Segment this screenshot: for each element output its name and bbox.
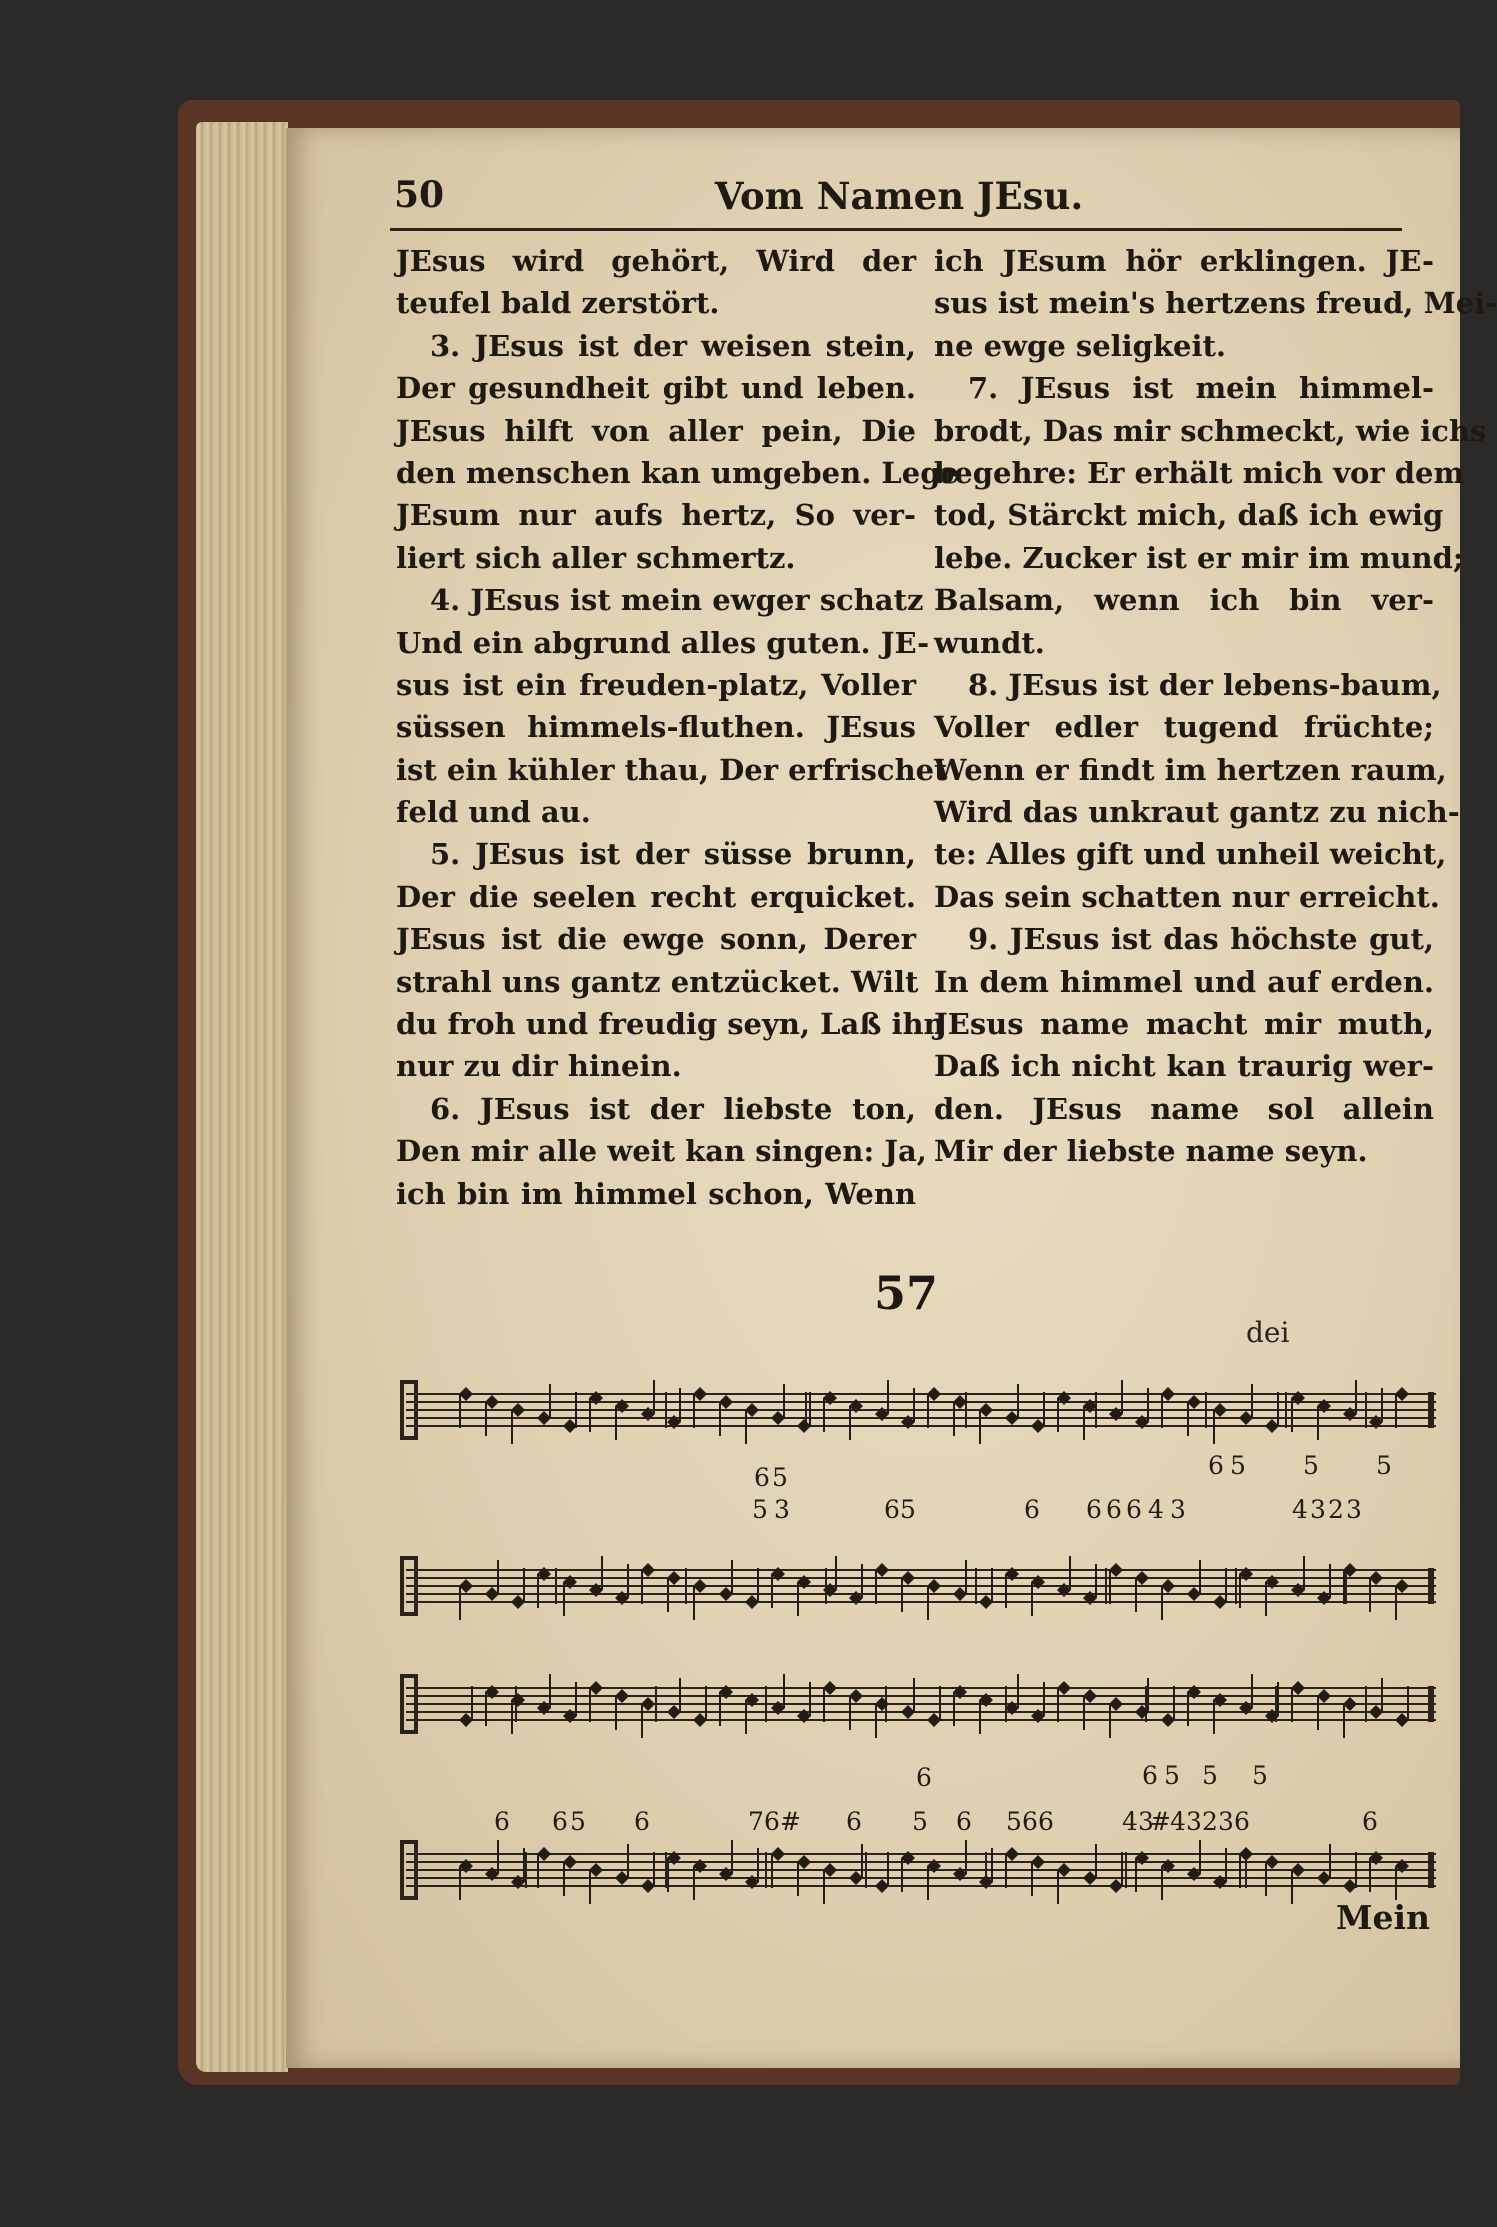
note-head (719, 1587, 733, 1601)
note-head (1135, 1571, 1149, 1585)
note-head (1395, 1579, 1409, 1593)
note-head (797, 1419, 811, 1433)
figure: 6 (1126, 1495, 1142, 1524)
note-head (1083, 1689, 1097, 1703)
note-head (901, 1705, 915, 1719)
text-line: begehre: Er erhält mich vor dem (934, 455, 1465, 490)
figure: 6 (1208, 1451, 1224, 1480)
note-head (693, 1387, 707, 1401)
note-head (537, 1847, 551, 1861)
figure: 6 (1142, 1761, 1158, 1790)
note-head (849, 1871, 863, 1885)
note-head (1317, 1871, 1331, 1885)
figure: 5 (772, 1463, 788, 1492)
text-line: 4. JEsus ist mein ewger schatz (430, 583, 924, 618)
figure: 5 (1303, 1451, 1319, 1480)
figure: 4 (1148, 1495, 1164, 1524)
figure: 5 (1230, 1451, 1246, 1480)
text-line: ist ein kühler thau, Der erfrischet (396, 752, 948, 787)
note-head (485, 1395, 499, 1409)
note-head (459, 1579, 473, 1593)
figure: 6 (552, 1807, 568, 1836)
figure: 6 (1038, 1807, 1054, 1836)
note-head (927, 1713, 941, 1727)
note-head (1109, 1563, 1123, 1577)
music-notes (459, 1380, 1409, 1904)
note-head (1291, 1863, 1305, 1877)
text-line: te: Alles gift und unheil weicht, (934, 837, 1447, 872)
text-line: süssen himmels-fluthen. JEsus (396, 710, 916, 745)
figure: 5 (900, 1495, 916, 1524)
figure: 6 (764, 1807, 780, 1836)
figure: 7 (748, 1807, 764, 1836)
figure: 3 (1186, 1807, 1202, 1836)
text-line: 6. JEsus ist der liebste ton, (430, 1091, 916, 1126)
note-head (719, 1395, 733, 1409)
figure: 2 (1328, 1495, 1344, 1524)
note-head (849, 1689, 863, 1703)
note-head (1291, 1681, 1305, 1695)
text-line: feld und au. (396, 795, 591, 830)
note-head (667, 1571, 681, 1585)
note-head (1343, 1879, 1357, 1893)
text-line: 9. JEsus ist das höchste gut, (968, 922, 1434, 957)
note-head (615, 1689, 629, 1703)
note-head (1395, 1713, 1409, 1727)
figure: 6 (494, 1807, 510, 1836)
note-head (589, 1863, 603, 1877)
text-line: ich JEsum hör erklingen. JE- (934, 244, 1434, 278)
text-line: In dem himmel und auf erden. (934, 964, 1434, 999)
text-line: sus ist ein freuden-platz, Voller (396, 667, 916, 702)
note-head (1213, 1595, 1227, 1609)
note-head (1187, 1395, 1201, 1409)
note-head (1109, 1879, 1123, 1893)
figure: 6 (1234, 1807, 1250, 1836)
figure: 5 (752, 1495, 768, 1524)
note-head (1239, 1411, 1253, 1425)
note-head (927, 1579, 941, 1593)
text-line: Das sein schatten nur erreicht. (934, 879, 1440, 914)
note-head (745, 1595, 759, 1609)
double-barline (1428, 1568, 1434, 1604)
figure: 6 (754, 1463, 770, 1492)
note-head (563, 1419, 577, 1433)
note-head (1057, 1681, 1071, 1695)
note-head (1109, 1697, 1123, 1711)
figure: 6 (1022, 1807, 1038, 1836)
text-line: Den mir alle weit kan singen: Ja, (396, 1134, 927, 1169)
note-head (589, 1681, 603, 1695)
figure: 3 (1138, 1807, 1154, 1836)
text-line: 5. JEsus ist der süsse brunn, (430, 837, 916, 872)
text-line: den menschen kan umgeben. Lege (396, 455, 959, 490)
note-head (1369, 1705, 1383, 1719)
text-line: Wenn er findt im hertzen raum, (934, 752, 1447, 787)
note-head (823, 1863, 837, 1877)
text-line: Mir der liebste name seyn. (934, 1134, 1368, 1169)
text-line: ne ewge seligkeit. (934, 328, 1227, 363)
note-head (1005, 1847, 1019, 1861)
hymn-number: 57 (874, 1266, 939, 1320)
figure: 6 (1362, 1807, 1378, 1836)
note-head (1317, 1689, 1331, 1703)
figure: 6 (1086, 1495, 1102, 1524)
figure: 3 (774, 1495, 790, 1524)
note-head (615, 1871, 629, 1885)
running-head: Vom Namen JEsu. (714, 174, 1084, 218)
note-head (511, 1403, 525, 1417)
figure: 3 (1346, 1495, 1362, 1524)
note-head (771, 1411, 785, 1425)
figure: 6 (884, 1495, 900, 1524)
note-head (979, 1403, 993, 1417)
figure: 3 (1170, 1495, 1186, 1524)
figure: 4 (1122, 1807, 1138, 1836)
note-head (641, 1879, 655, 1893)
page-number: 50 (394, 174, 445, 216)
catch-word: Mein (1336, 1898, 1431, 1937)
note-head (1161, 1713, 1175, 1727)
text-line: JEsum nur aufs hertz, So ver- (396, 498, 916, 533)
note-head (693, 1713, 707, 1727)
text-line: teufel bald zerstört. (396, 286, 720, 321)
figure: 3 (1218, 1807, 1234, 1836)
note-head (485, 1587, 499, 1601)
text-line: tod, Stärckt mich, daß ich ewig (934, 498, 1444, 533)
note-head (1161, 1579, 1175, 1593)
note-head (927, 1387, 941, 1401)
text-line: Balsam, wenn ich bin ver- (934, 583, 1434, 618)
note-head (667, 1705, 681, 1719)
figure: 4 (1292, 1495, 1308, 1524)
figure: 6 (916, 1763, 932, 1792)
figure: 2 (1202, 1807, 1218, 1836)
figure: 6 (846, 1807, 862, 1836)
note-head (1343, 1697, 1357, 1711)
figure: 5 (1202, 1761, 1218, 1790)
lyric-fragment: dei (1246, 1316, 1290, 1349)
note-head (1083, 1871, 1097, 1885)
note-head (1187, 1587, 1201, 1601)
note-head (901, 1571, 915, 1585)
text-line: lebe. Zucker ist er mir im mund; (934, 540, 1464, 575)
note-head (459, 1713, 473, 1727)
note-head (1031, 1419, 1045, 1433)
note-head (459, 1387, 473, 1401)
note-head (1057, 1863, 1071, 1877)
note-head (875, 1563, 889, 1577)
note-head (875, 1879, 889, 1893)
note-head (1161, 1387, 1175, 1401)
note-head (1265, 1855, 1279, 1869)
note-head (1213, 1403, 1227, 1417)
note-head (563, 1855, 577, 1869)
note-head (953, 1395, 967, 1409)
text-line: den. JEsus name sol allein (934, 1091, 1434, 1126)
text-line: ich bin im himmel schon, Wenn (396, 1176, 916, 1211)
page-edges (196, 122, 288, 2072)
figure: # (1150, 1807, 1171, 1836)
figure: 6 (634, 1807, 650, 1836)
figure: 5 (1376, 1451, 1392, 1480)
note-head (771, 1847, 785, 1861)
note-head (1369, 1571, 1383, 1585)
note-head (537, 1411, 551, 1425)
double-barline (1428, 1852, 1434, 1888)
note-head (693, 1579, 707, 1593)
text-line: JEsus wird gehört, Wird der (396, 244, 916, 278)
figure: 3 (1310, 1495, 1326, 1524)
text-line: Voller edler tugend früchte; (934, 710, 1434, 745)
note-head (641, 1697, 655, 1711)
music-notation (286, 128, 1497, 2068)
text-line: strahl uns gantz entzücket. Wilt (396, 964, 919, 999)
text-line: Der die seelen recht erquicket. (396, 879, 916, 914)
text-line: sus ist mein's hertzens freud, Mei- (934, 286, 1497, 321)
figure: 4 (1170, 1807, 1186, 1836)
text-line: wundt. (934, 625, 1045, 660)
note-head (1265, 1419, 1279, 1433)
note-head (1239, 1847, 1253, 1861)
book-page (286, 128, 1497, 2068)
note-head (641, 1563, 655, 1577)
figure: 5 (912, 1807, 928, 1836)
note-head (797, 1855, 811, 1869)
text-line: JEsus name macht mir muth, (934, 1007, 1434, 1042)
text-line: JEsus ist die ewge sonn, Derer (396, 922, 916, 957)
note-head (979, 1595, 993, 1609)
note-head (1395, 1387, 1409, 1401)
double-barline (1428, 1686, 1434, 1722)
text-line: liert sich aller schmertz. (396, 540, 796, 575)
text-line: 3. JEsus ist der weisen stein, (430, 328, 916, 363)
note-head (823, 1681, 837, 1695)
text-line: Der gesundheit gibt und leben. (396, 371, 916, 406)
text-line: brodt, Das mir schmeckt, wie ichs (934, 413, 1487, 448)
text-line: 8. JEsus ist der lebens-baum, (968, 667, 1442, 702)
text-line: Und ein abgrund alles guten. JE- (396, 625, 930, 660)
note-head (745, 1403, 759, 1417)
text-line: Daß ich nicht kan traurig wer- (934, 1049, 1434, 1084)
note-head (1031, 1855, 1045, 1869)
note-head (953, 1587, 967, 1601)
text-line: nur zu dir hinein. (396, 1049, 682, 1084)
note-head (1005, 1411, 1019, 1425)
double-barline (1428, 1392, 1434, 1428)
note-head (511, 1595, 525, 1609)
figure: 6 (1024, 1495, 1040, 1524)
text-line: JEsus hilft von aller pein, Die (396, 413, 916, 448)
figure: 6 (956, 1807, 972, 1836)
text-line: 7. JEsus ist mein himmel- (968, 371, 1434, 406)
figure: 5 (1164, 1761, 1180, 1790)
figure: 5 (1252, 1761, 1268, 1790)
figure: # (780, 1807, 801, 1836)
text-line: Wird das unkraut gantz zu nich- (934, 795, 1460, 830)
figure: 5 (1006, 1807, 1022, 1836)
figure: 6 (1106, 1495, 1122, 1524)
text-line: du froh und freudig seyn, Laß ihn (396, 1007, 945, 1042)
figure: 5 (570, 1807, 586, 1836)
